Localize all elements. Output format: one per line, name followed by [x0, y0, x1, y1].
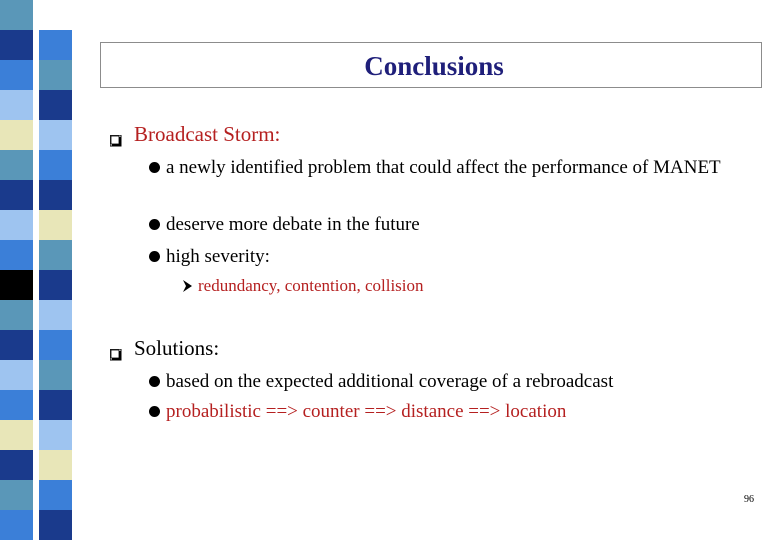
stripe-block — [0, 270, 33, 300]
stripe-block — [0, 210, 33, 240]
stripe-block — [39, 450, 72, 480]
stripe-block — [39, 0, 72, 30]
sub-list-item-text: redundancy, contention, collision — [198, 276, 424, 295]
stripe-block — [0, 420, 33, 450]
checkbox-bullet-icon — [110, 128, 122, 140]
stripe-column-left — [0, 0, 39, 540]
stripe-block — [39, 300, 72, 330]
stripe-block — [39, 360, 72, 390]
slide-title: Conclusions — [364, 51, 504, 81]
stripe-block — [39, 60, 72, 90]
stripe-block — [0, 480, 33, 510]
bullet-dot-icon — [149, 376, 160, 387]
stripe-block — [39, 510, 72, 540]
stripe-block — [0, 510, 33, 540]
stripe-block — [0, 180, 33, 210]
stripe-block — [39, 270, 72, 300]
list-item-text: probabilistic ==> counter ==> distance ==> location — [166, 401, 567, 422]
section-heading: Broadcast Storm: — [134, 122, 281, 146]
list-item-text: a newly identified problem that could affect the performance of MANET — [166, 157, 721, 178]
stripe-column-right — [39, 0, 78, 540]
stripe-block — [39, 180, 72, 210]
stripe-block — [39, 330, 72, 360]
stripe-block — [0, 30, 33, 60]
title-box — [100, 42, 762, 88]
page-number: 96 — [744, 494, 754, 505]
stripe-block — [39, 150, 72, 180]
stripe-block — [39, 420, 72, 450]
stripe-block — [0, 360, 33, 390]
stripe-block — [39, 90, 72, 120]
stripe-block — [39, 210, 72, 240]
stripe-block — [39, 30, 72, 60]
stripe-block — [0, 120, 33, 150]
arrow-bullet-icon — [182, 276, 196, 298]
bullet-dot-icon — [149, 251, 160, 262]
section-heading: Solutions: — [134, 336, 220, 360]
stripe-block — [39, 120, 72, 150]
bullet-dot-icon — [149, 406, 160, 417]
list-item-text: high severity: — [166, 246, 270, 267]
stripe-block — [0, 60, 33, 90]
bullet-dot-icon — [149, 219, 160, 230]
stripe-block — [0, 90, 33, 120]
stripe-block — [0, 390, 33, 420]
stripe-block — [39, 390, 72, 420]
bullet-dot-icon — [149, 162, 160, 173]
list-item-text: deserve more debate in the future — [166, 214, 420, 235]
stripe-block — [0, 330, 33, 360]
list-item-text: based on the expected additional coverage of a rebroadcast — [166, 371, 614, 392]
stripe-block — [0, 450, 33, 480]
checkbox-bullet-icon — [110, 342, 122, 354]
stripe-block — [0, 300, 33, 330]
decorative-stripe-bar — [0, 0, 78, 540]
stripe-block — [0, 150, 33, 180]
stripe-block — [39, 480, 72, 510]
stripe-block — [0, 0, 33, 30]
stripe-block — [39, 240, 72, 270]
stripe-block — [0, 240, 33, 270]
